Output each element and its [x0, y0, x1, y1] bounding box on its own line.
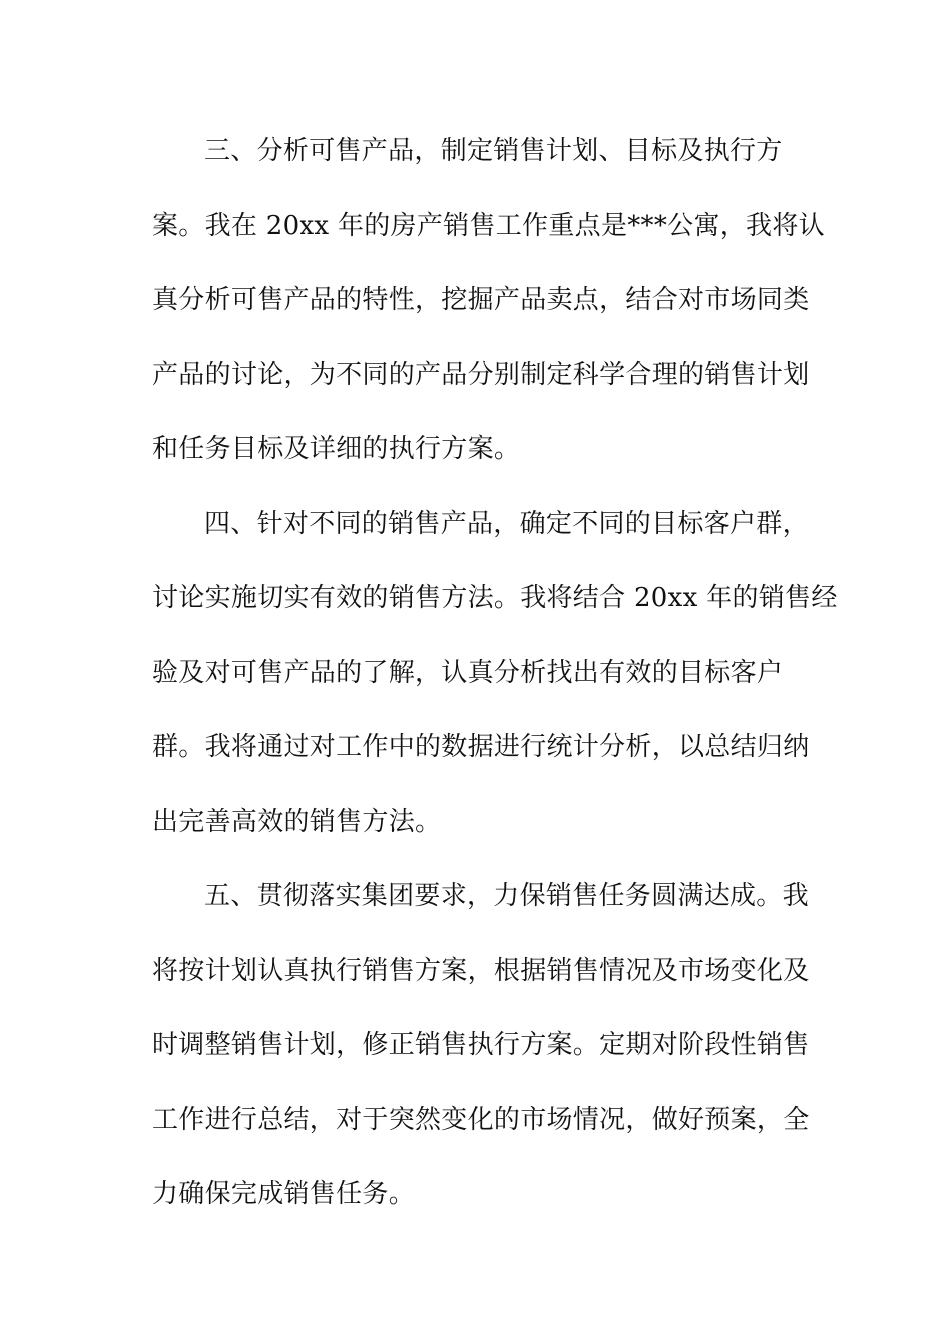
- text-line: 产品的讨论，为不同的产品分别制定科学合理的销售计划: [152, 359, 810, 390]
- paragraph-4: [152, 501, 838, 874]
- text-line: 和任务目标及详细的执行方案。: [152, 434, 521, 464]
- text-line: 出完善高效的销售方法。: [152, 806, 442, 837]
- text-line: 四、针对不同的销售产品，确定不同的目标客户群，: [204, 508, 809, 539]
- text-line: 时调整销售计划，修正销售执行方案。定期对阶段性销售: [152, 1030, 810, 1060]
- paragraph-3: [152, 128, 825, 501]
- text-line: 力确保完成销售任务。: [152, 1179, 416, 1209]
- text-line: 案。我在 20xx 年的房产销售工作重点是***公寓，我将认: [152, 210, 825, 241]
- text-line: 真分析可售产品的特性，挖掘产品卖点，结合对市场同类: [152, 285, 810, 315]
- text-line: 群。我将通过对工作中的数据进行统计分析，以总结归纳: [152, 732, 810, 762]
- text-line: 三、分析可售产品，制定销售计划、目标及执行方: [204, 136, 783, 166]
- text-line: 验及对可售产品的了解，认真分析找出有效的目标客户: [152, 657, 784, 688]
- paragraph-5: [152, 873, 810, 1246]
- text-line: 五、贯彻落实集团要求，力保销售任务圆满达成。我: [204, 881, 809, 911]
- text-line: 讨论实施切实有效的销售方法。我将结合 20xx 年的销售经: [152, 583, 838, 613]
- text-line: 工作进行总结，对于突然变化的市场情况，做好预案，全: [152, 1104, 810, 1135]
- document-body: [152, 128, 838, 1246]
- text-line: 将按计划认真执行销售方案，根据销售情况及市场变化及: [152, 955, 810, 986]
